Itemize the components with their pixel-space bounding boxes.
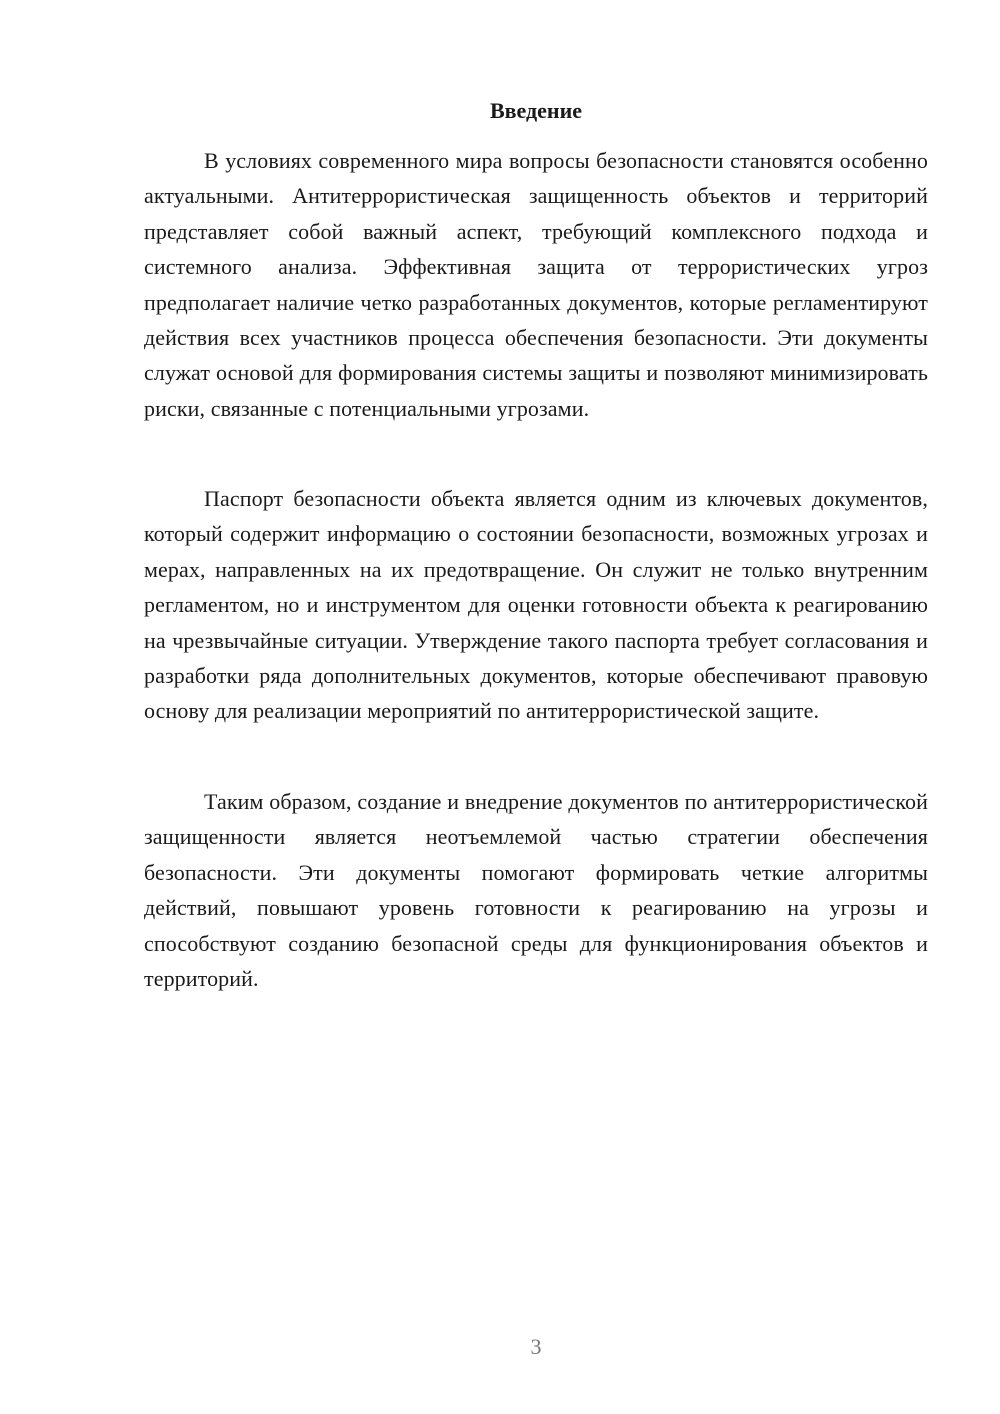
paragraph-1: В условиях современного мира вопросы безопасности становятся особенно актуальными. Антитеррористическая защищенность объектов и территорий представляет собой важный аспект, требующий комплексного подхода и системного анализа. Эффективная защита от террористических угроз предполагает наличие четко разработанных документов, которые регламентируют действия всех участников процесса обеспечения безопасности. Эти документы служат основой для формирования системы защиты и позволяют минимизировать риски, связанные с потенциальными угрозами. bbox=[144, 148, 928, 421]
paragraph-3: Таким образом, создание и внедрение документов по антитеррористической защищенности является неотъемлемой частью стратегии обеспечения безопасности. Эти документы помогают формировать четкие алгоритмы действий, повышают уровень готовности к реагированию на угрозы и способствуют созданию безопасной среды для функционирования объектов и территорий. bbox=[144, 789, 928, 992]
section-heading: Введение bbox=[489, 98, 583, 123]
page-number: 3 bbox=[530, 1334, 542, 1359]
paragraph-2: Паспорт безопасности объекта является одним из ключевых документов, который содержит информацию о состоянии безопасности, возможных угрозах и мерах, направленных на их предотвращение. Он служит не только внутренним регламентом, но и инструментом для оценки готовности объекта к реагированию на чрезвычайные ситуации. Утверждение такого паспорта требует согласования и разработки ряда дополнительных документов, которые обеспечивают правовую основу для реализации мероприятий по антитеррористической защите. bbox=[144, 486, 928, 724]
